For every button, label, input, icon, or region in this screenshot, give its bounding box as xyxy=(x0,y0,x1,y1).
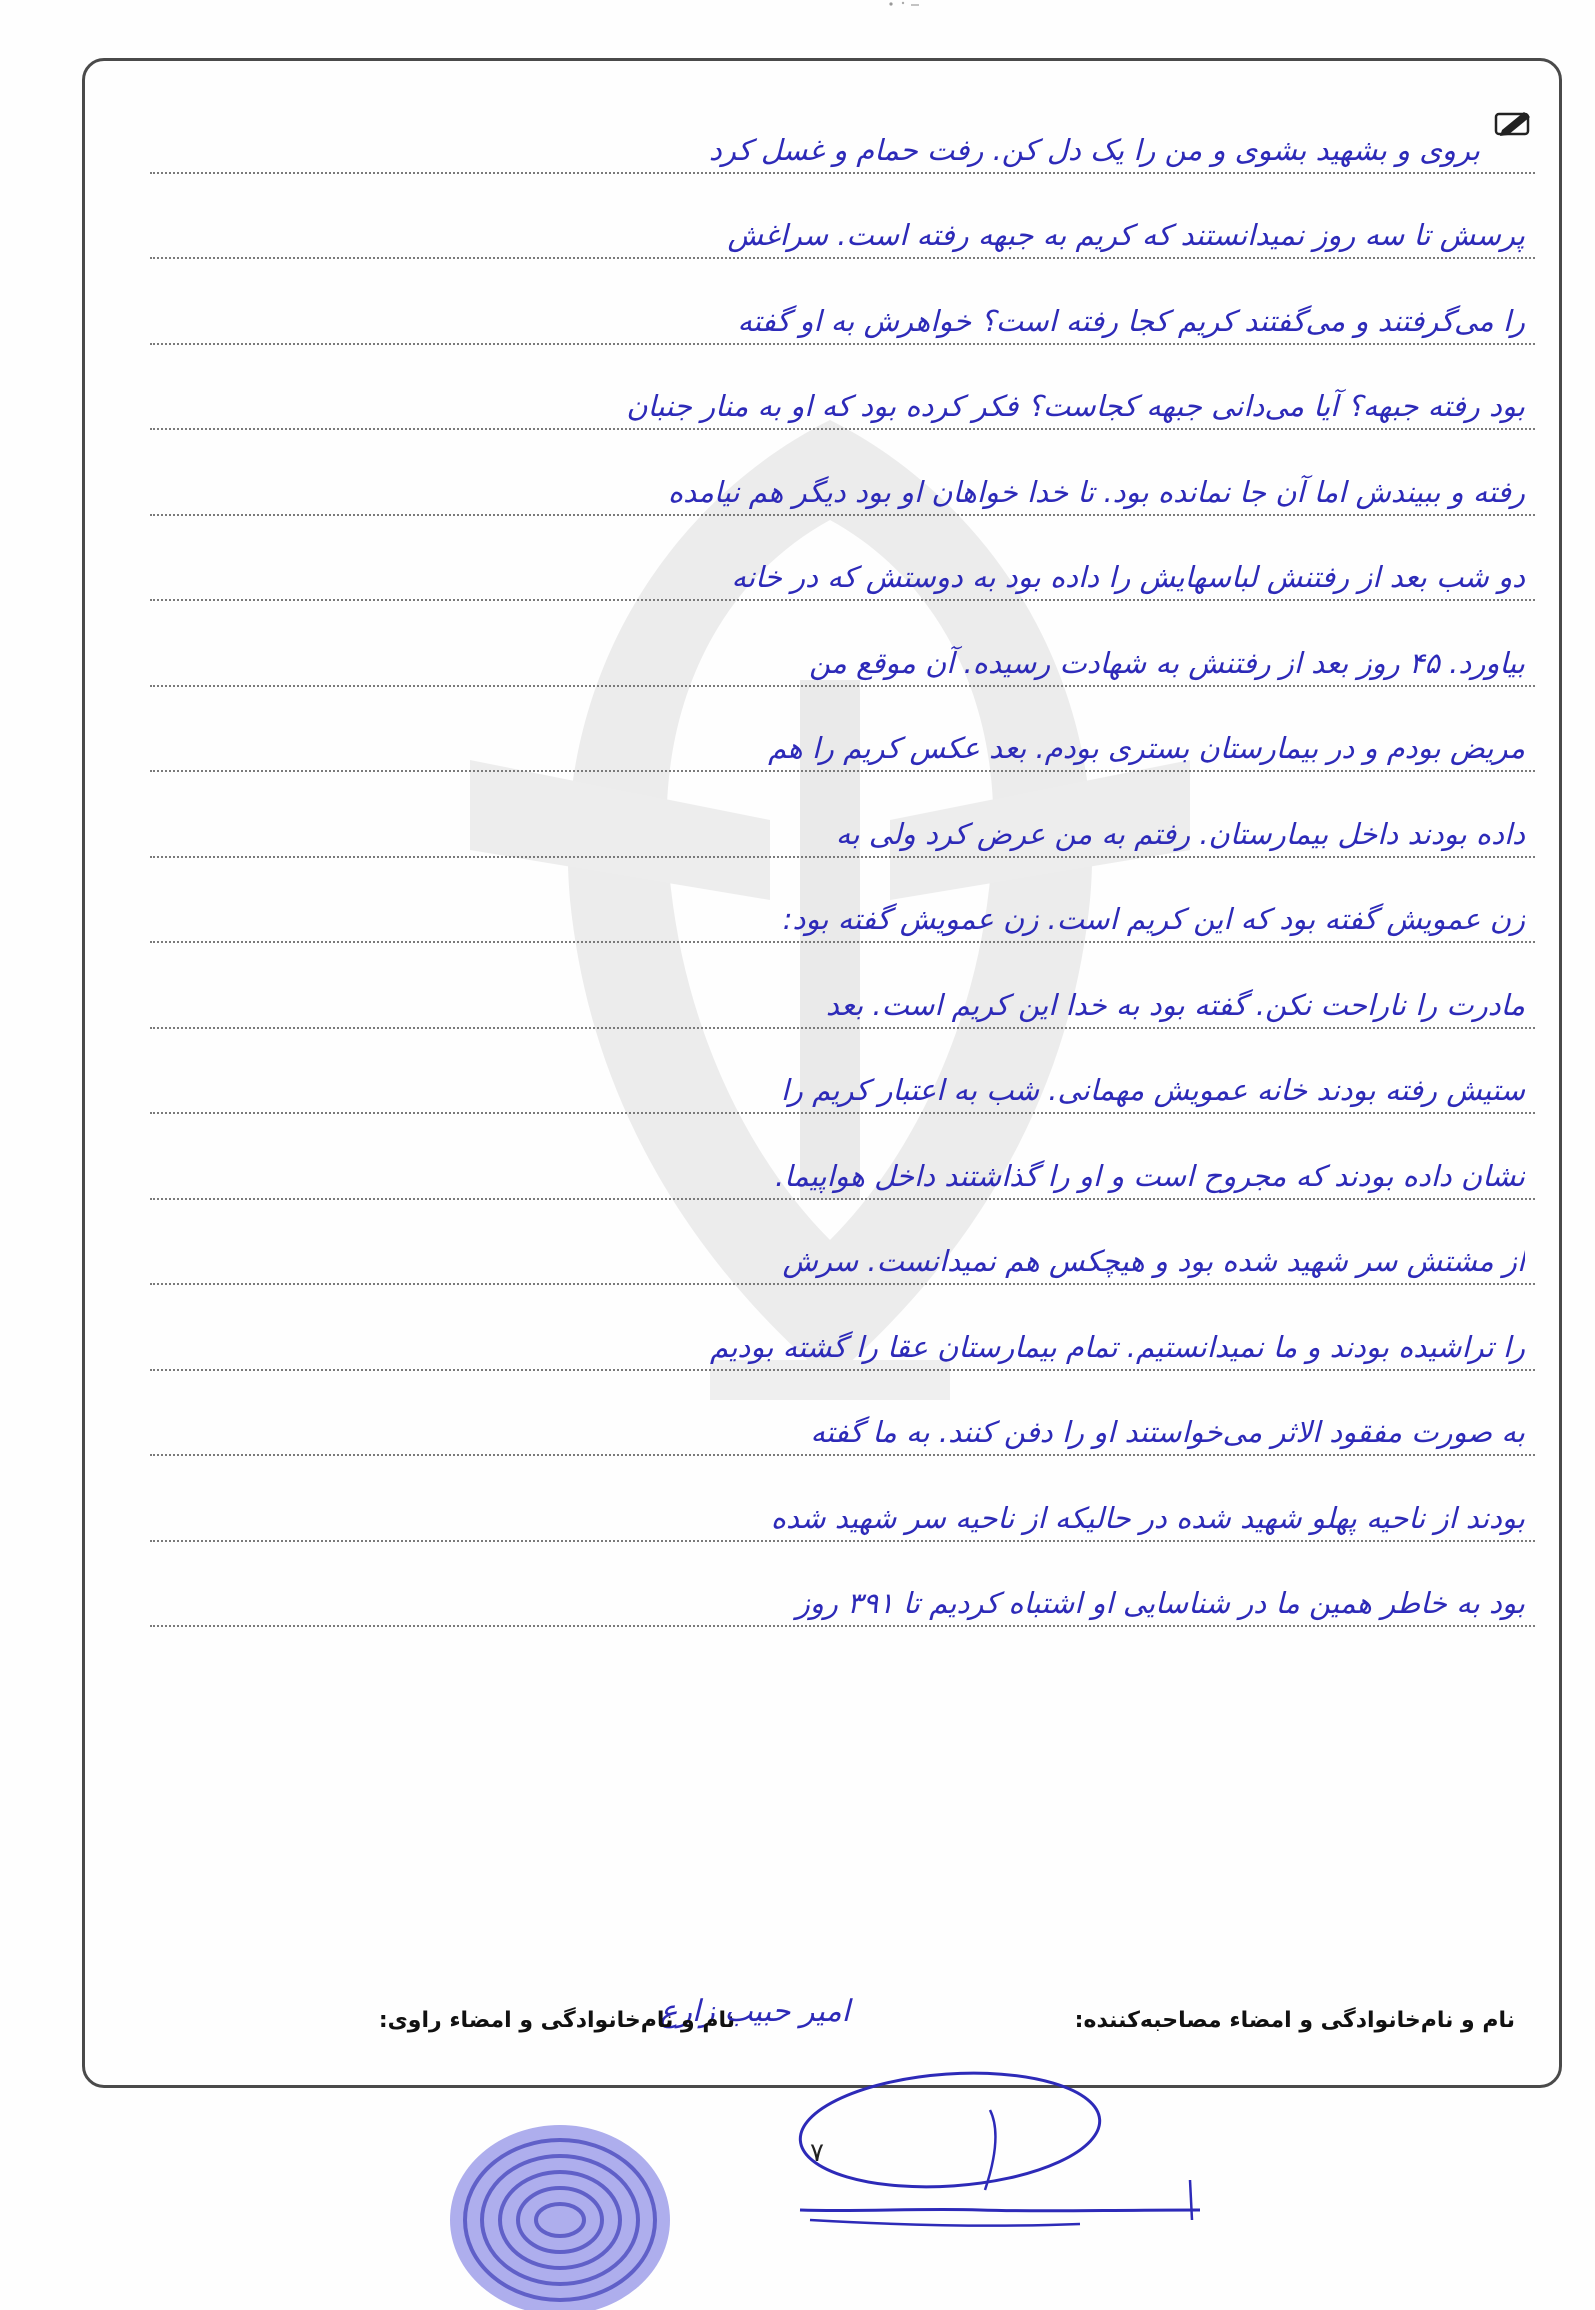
line-text: مریض بودم و در بیمارستان بستری بودم. بعد عکس کریم را هم xyxy=(768,731,1525,765)
text-line xyxy=(110,955,1535,1041)
line-text: بود به خاطر همین ما در شناسایی او اشتباه کردیم تا ۳۹۱ روز xyxy=(795,1586,1525,1620)
dotted-rule xyxy=(150,599,1535,601)
line-text: دو شب بعد از رفتنش لباسهایش را داده بود به دوستش که در خانه xyxy=(731,560,1525,594)
interviewer-signature: امیر حبیب زارع xyxy=(659,1994,850,2029)
line-text: پرسش تا سه روز نمیدانستند که کریم به جبهه رفته است. سراغش xyxy=(727,218,1525,252)
dotted-rule xyxy=(150,685,1535,687)
text-line xyxy=(110,784,1535,870)
line-text: بیاورد. ۴۵ روز بعد از رفتنش به شهادت رسیده. آن موقع من xyxy=(809,645,1525,680)
fingerprint-icon xyxy=(440,2110,680,2310)
line-text: بودند از ناحیه پهلو شهید شده در حالیکه از ناحیه سر شهید شده xyxy=(770,1500,1525,1535)
line-text: نشان داده بودند که مجروح است و او را گذاشتند داخل هواپیما. xyxy=(774,1158,1525,1193)
dotted-rule xyxy=(150,514,1535,516)
text-line xyxy=(110,1554,1535,1640)
dotted-rule xyxy=(150,1369,1535,1371)
text-line xyxy=(110,870,1535,956)
line-text: مادرت را ناراحت نکن. گفته بود به خدا این کریم است. بعد xyxy=(825,987,1525,1022)
narrator-signature-icon xyxy=(780,2060,1220,2280)
text-line xyxy=(110,186,1535,272)
text-line xyxy=(110,1468,1535,1554)
dotted-rule xyxy=(150,1112,1535,1114)
interviewer-label: نام و نام‌خانوادگی و امضاء مصاحبه‌کننده: xyxy=(1074,2008,1515,2033)
dotted-rule xyxy=(150,1198,1535,1200)
text-line xyxy=(110,1383,1535,1469)
dotted-rule xyxy=(150,257,1535,259)
dotted-rule xyxy=(150,770,1535,772)
line-text: زن عمویش گفته بود که این کریم است. زن عمویش گفته بود: xyxy=(782,902,1525,936)
text-line xyxy=(110,1212,1535,1298)
text-line xyxy=(110,613,1535,699)
line-text: بروی و بشهید بشوی و من را یک دل کن. رفت حمام و غسل کرد xyxy=(708,132,1480,167)
pen-icon xyxy=(1494,108,1534,140)
text-line xyxy=(110,357,1535,443)
text-line xyxy=(110,1297,1535,1383)
line-text: از مشتش سر شهید شده بود و هیچکس هم نمیدانست. سرش xyxy=(782,1244,1525,1278)
signature-footer xyxy=(110,1994,1525,2050)
text-line xyxy=(110,699,1535,785)
top-mark xyxy=(885,0,925,14)
dotted-rule xyxy=(150,1540,1535,1542)
narrator-label: نام و نام‌خانوادگی و امضاء راوی: xyxy=(378,2008,735,2033)
line-text: رفته و ببیندش اما آن جا نمانده بود. تا خدا خواهان او بود دیگر هم نیامده xyxy=(667,474,1525,509)
text-line xyxy=(110,1126,1535,1212)
dotted-rule xyxy=(150,1283,1535,1285)
text-line xyxy=(110,442,1535,528)
text-line xyxy=(110,528,1535,614)
text-line xyxy=(110,100,1535,186)
handwritten-text-body xyxy=(110,100,1535,1639)
line-text: به صورت مفقود الاثر می‌خواستند او را دفن کنند. به ما گفته xyxy=(810,1415,1525,1449)
text-line xyxy=(110,271,1535,357)
dotted-rule xyxy=(150,1027,1535,1029)
line-text: ستیش رفته بودند خانه عمویش مهمانی. شب به اعتبار کریم را xyxy=(780,1073,1525,1107)
dotted-rule xyxy=(150,1454,1535,1456)
text-line xyxy=(110,1041,1535,1127)
dotted-rule xyxy=(150,343,1535,345)
dotted-rule xyxy=(150,1625,1535,1627)
page-number: ۷ xyxy=(810,2138,824,2168)
line-text: بود رفته جبهه؟ آیا می‌دانی جبهه کجاست؟ فکر کرده بود که او به منار جنبان xyxy=(626,389,1525,423)
dotted-rule xyxy=(150,172,1535,174)
dotted-rule xyxy=(150,941,1535,943)
dotted-rule xyxy=(150,856,1535,858)
line-text: داده بودند داخل بیمارستان. رفتم به من عرض کرد ولی به xyxy=(835,816,1525,851)
dotted-rule xyxy=(150,428,1535,430)
line-text: را می‌گرفتند و می‌گفتند کریم کجا رفته است؟ خواهرش به او گفته xyxy=(737,303,1525,338)
line-text: را تراشیده بودند و ما نمیدانستیم. تمام بیمارستان عقا را گشته بودیم xyxy=(710,1329,1525,1364)
